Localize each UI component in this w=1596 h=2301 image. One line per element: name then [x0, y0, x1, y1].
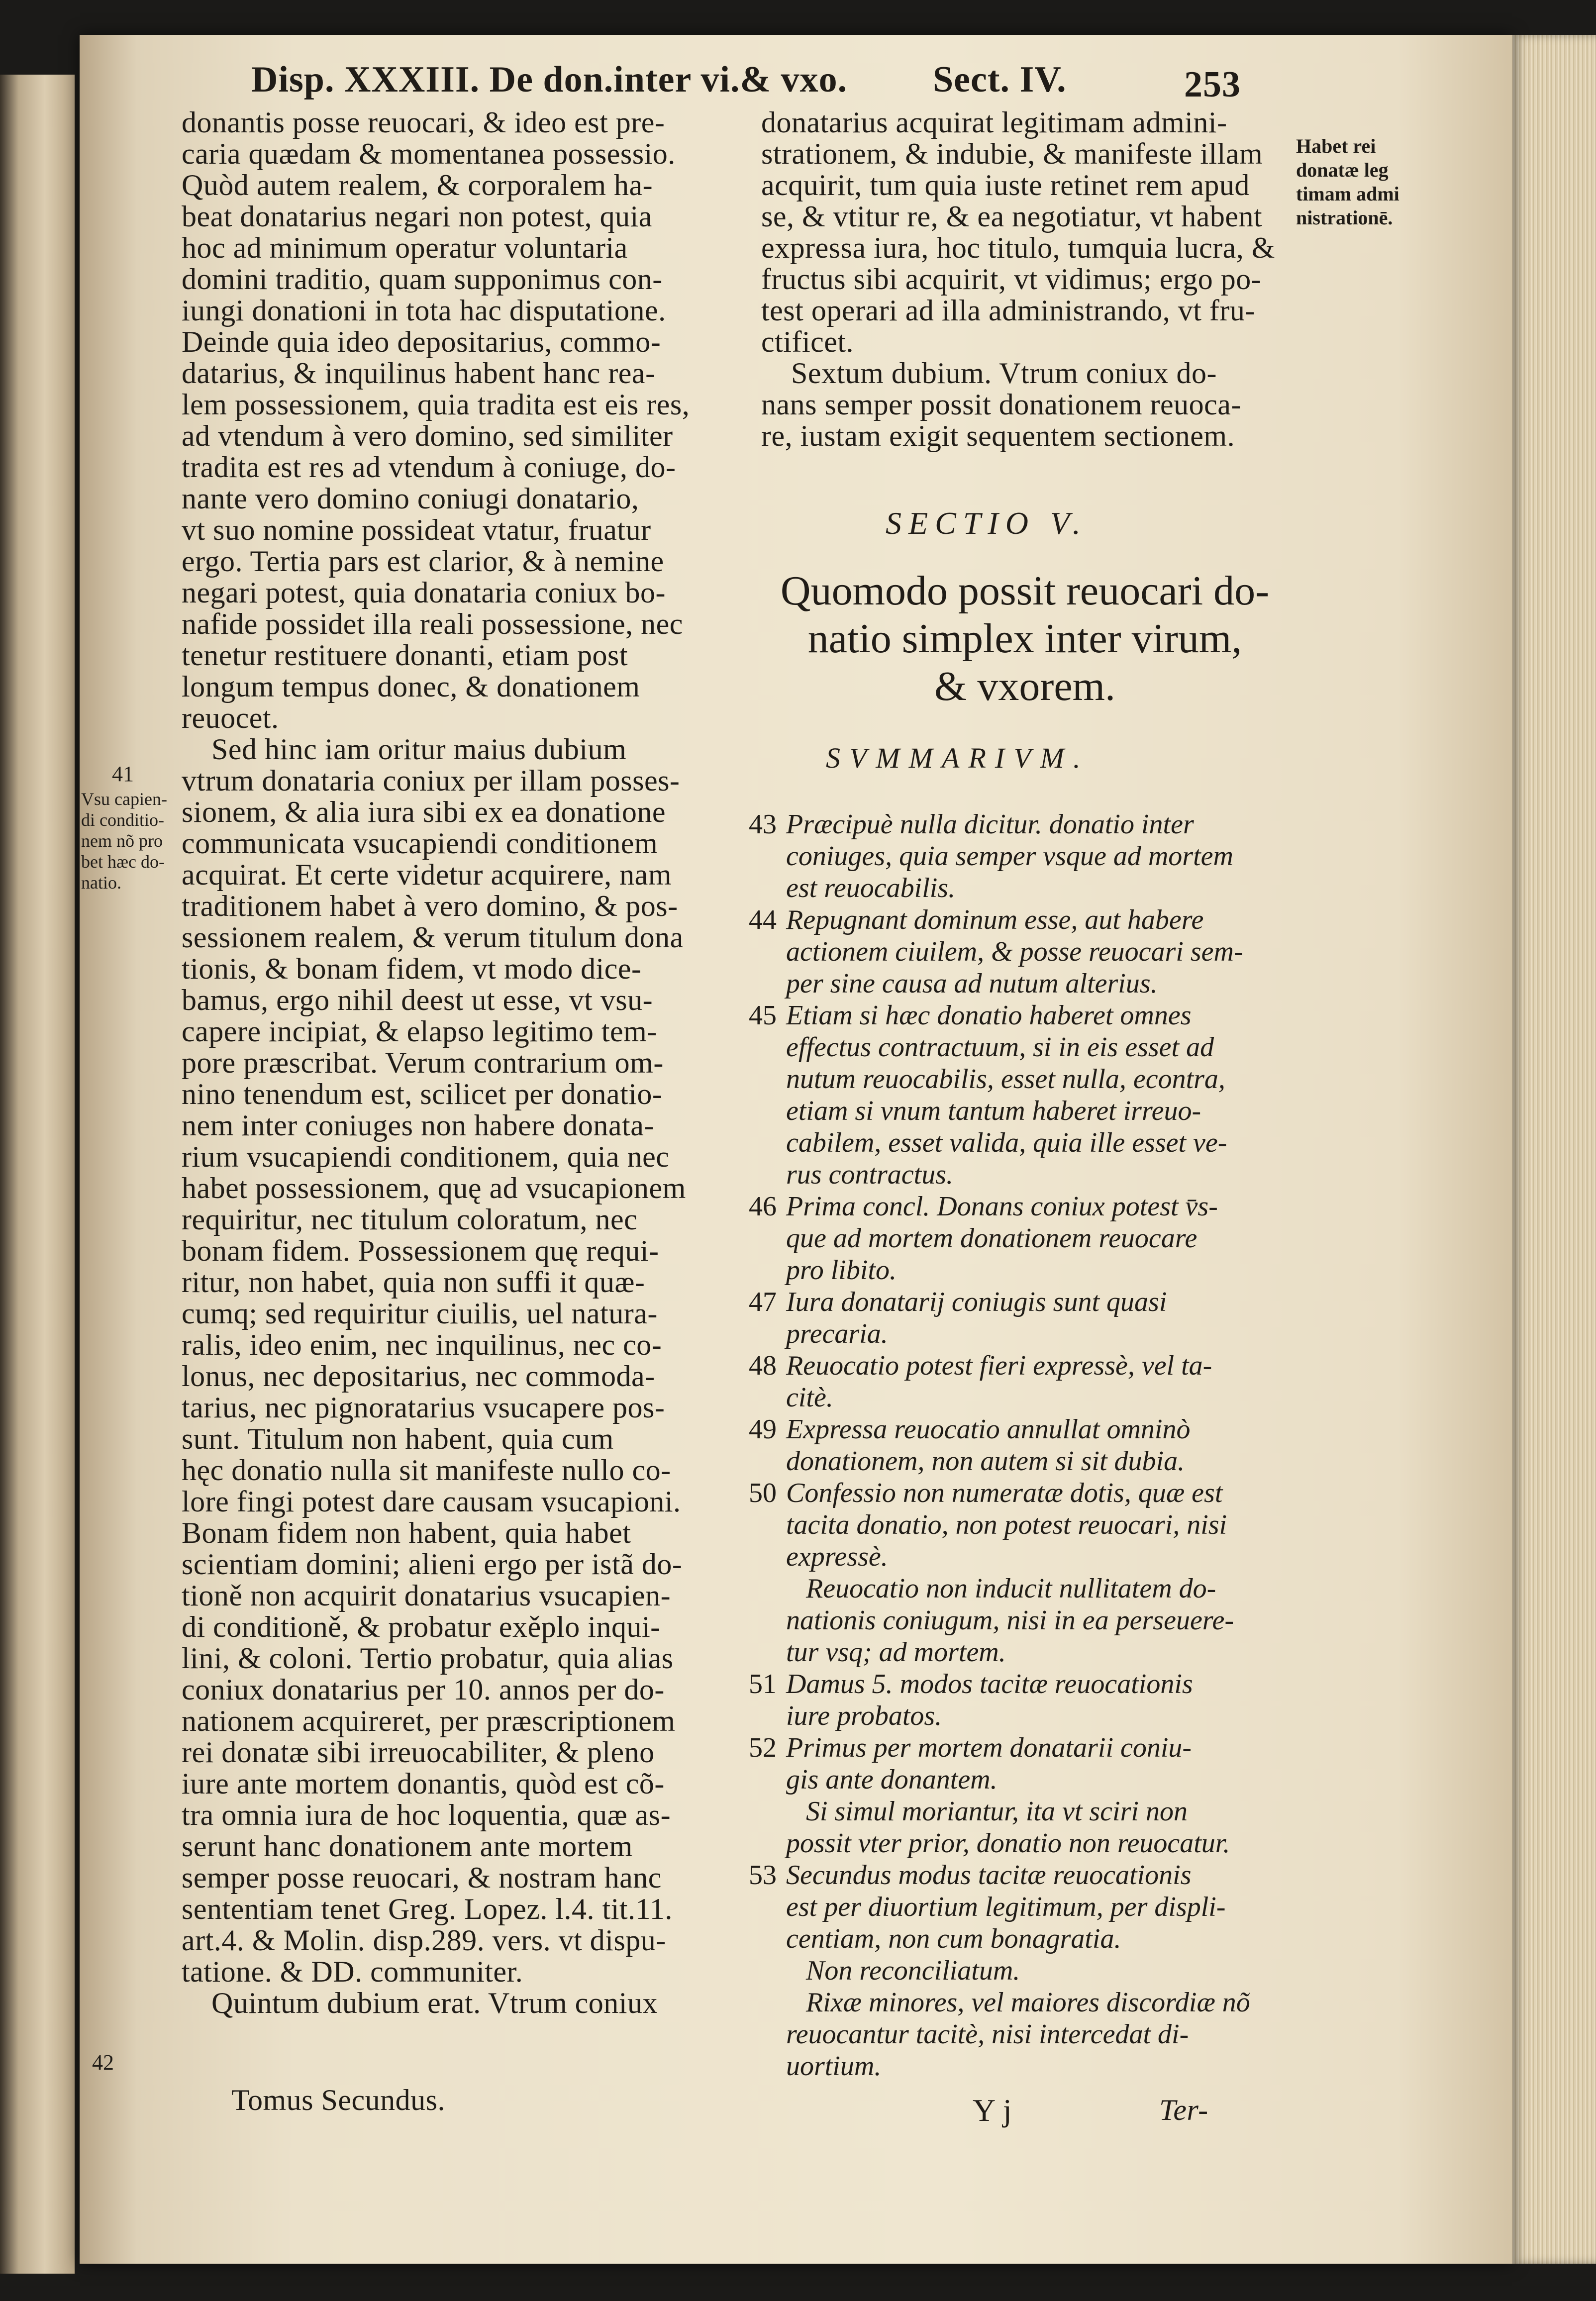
- summary-number: [749, 1159, 786, 1191]
- summary-text: etiam si vnum tantum haberet irreuo-: [786, 1096, 1201, 1126]
- margin-note-line: natio.: [81, 873, 121, 893]
- right-text-column: [761, 107, 1294, 452]
- summary-text: effectus contractuum, si in eis esset ad: [786, 1032, 1214, 1063]
- text-line: coniux donatarius per 10. annos per do-: [182, 1673, 665, 1706]
- summary-item: [749, 1445, 1301, 1477]
- margin-note-line: nistrationē.: [1296, 206, 1393, 229]
- title-line: & vxorem.: [934, 663, 1115, 709]
- summary-text: precaria.: [786, 1318, 888, 1349]
- summary-text: possit vter prior, donatio non reuocatur.: [786, 1828, 1230, 1859]
- text-line: domini traditio, quam supponimus con-: [182, 263, 663, 296]
- summary-item: [749, 1318, 1301, 1350]
- text-line: pore præscribat. Verum contrarium om-: [182, 1046, 664, 1079]
- summary-number: [749, 2018, 786, 2050]
- summary-number: 46: [749, 1191, 777, 1222]
- summary-text: citè.: [786, 1382, 833, 1413]
- title-line: natio simplex inter virum,: [807, 615, 1242, 662]
- margin-note-right: [1296, 134, 1399, 230]
- catchword: Ter-: [1159, 2094, 1208, 2126]
- summary-number: [749, 968, 786, 1000]
- text-line: traditionem habet à vero domino, & pos-: [182, 890, 678, 922]
- summary-text: Damus 5. modos tacitæ reuocationis: [786, 1669, 1193, 1700]
- previous-page-edge: [0, 75, 75, 2274]
- section-title: [746, 567, 1303, 710]
- text-line: nafide possidet illa reali possessione, nec: [182, 607, 683, 640]
- text-line: ad vtendum à vero domino, sed similiter: [182, 419, 673, 452]
- summary-text: reuocantur tacitè, nisi intercedat di-: [786, 2019, 1189, 2050]
- text-line: bonam fidem. Possessionem quę requi-: [182, 1234, 659, 1267]
- summary-number: [749, 1254, 786, 1286]
- summary-text: expressè.: [786, 1541, 888, 1572]
- summary-number: [749, 872, 786, 904]
- text-line: datarius, & inquilinus habent hanc rea-: [182, 357, 656, 390]
- running-head: Disp. XXXIII. De don.inter vi.& vxo.: [251, 59, 848, 100]
- summary-item: [749, 1031, 1301, 1063]
- summary-number: [749, 1796, 786, 1827]
- summary-text: iure probatos.: [786, 1701, 942, 1731]
- summary-text: Etiam si hæc donatio haberet omnes: [786, 1000, 1192, 1031]
- text-line: strationem, & indubie, & manifeste illam: [761, 137, 1263, 170]
- summary-number: [749, 1382, 786, 1413]
- signature-mark: Y j: [973, 2093, 1012, 2128]
- text-line: tionis, & bonam fidem, vt modo dice-: [182, 952, 642, 985]
- summary-number: [749, 1573, 786, 1604]
- margin-note-line: donatæ leg: [1296, 159, 1389, 181]
- summary-item: [749, 1541, 1301, 1573]
- summary-number: [749, 1891, 786, 1923]
- text-line: nante vero domino coniugi donatario,: [182, 482, 639, 515]
- text-line: sententiam tenet Greg. Lopez. l.4. tit.11.: [182, 1893, 673, 1925]
- text-line: donantis posse reuocari, & ideo est pre-: [182, 106, 665, 139]
- summary-number: [749, 1987, 786, 2018]
- summary-text: tur vsq; ad mortem.: [786, 1637, 1006, 1668]
- text-line: vt suo nomine possideat vtatur, fruatur: [182, 513, 651, 546]
- text-line: sionem, & alia iura sibi ex ea donatione: [182, 796, 666, 828]
- summary-number: [749, 1541, 786, 1573]
- summary-item: [749, 1095, 1301, 1127]
- text-line: ralis, ideo enim, nec inquilinus, nec co-: [182, 1328, 662, 1361]
- summary-item: [749, 1700, 1301, 1732]
- summary-item: [749, 1955, 1301, 1987]
- summary-list: [749, 808, 1301, 2082]
- text-line: iungi donationi in tota hac disputatione.: [182, 294, 666, 327]
- summary-item: [749, 1413, 1301, 1445]
- text-line: Deinde quia ideo depositarius, commo-: [182, 325, 661, 358]
- summary-number: 43: [749, 809, 777, 840]
- summary-number: [749, 2050, 786, 2082]
- summary-text: Expressa reuocatio annullat omninò: [786, 1414, 1191, 1445]
- text-line: art.4. & Molin. disp.289. vers. vt dispu-: [182, 1924, 666, 1957]
- text-line: Bonam fidem non habent, quia habet: [182, 1516, 631, 1549]
- text-line: tra omnia iura de hoc loquentia, quæ as-: [182, 1799, 671, 1831]
- summary-item: [749, 968, 1301, 1000]
- summary-item: [749, 840, 1301, 872]
- text-line: lem possessionem, quia tradita est eis res,: [182, 388, 690, 421]
- summary-text: Non reconciliatum.: [806, 1955, 1020, 1986]
- summary-text: Rixæ minores, vel maiores discordiæ nõ: [806, 1987, 1250, 2018]
- text-line: nem inter coniuges non habere donata-: [182, 1109, 654, 1142]
- summary-item: [749, 1732, 1301, 1764]
- text-line: bamus, ergo nihil deest ut esse, vt vsu-: [182, 984, 653, 1016]
- summary-text: Præcipuè nulla dicitur. donatio inter: [786, 809, 1194, 840]
- summary-number: [749, 1063, 786, 1095]
- text-line: Sed hinc iam oritur maius dubium: [211, 733, 627, 766]
- text-line: expressa iura, hoc titulo, tumquia lucra, &: [761, 231, 1275, 264]
- summary-text: Primus per mortem donatarii coniu-: [786, 1732, 1192, 1763]
- summary-text: centiam, non cum bonagratia.: [786, 1923, 1121, 1954]
- text-line: longum tempus donec, & donationem: [182, 670, 640, 703]
- text-line: requiritur, nec titulum coloratum, nec: [182, 1203, 638, 1236]
- summary-text: donationem, non autem si sit dubia.: [786, 1446, 1185, 1477]
- summary-number: [749, 1095, 786, 1127]
- margin-note-line: Vsu capien-: [81, 789, 167, 809]
- text-line: tatione. & DD. communiter.: [182, 1955, 523, 1988]
- margin-note-left: [81, 789, 167, 893]
- summary-text: pro libito.: [786, 1255, 897, 1286]
- summary-item: [749, 1891, 1301, 1923]
- summary-text: Repugnant dominum esse, aut habere: [786, 904, 1204, 935]
- summary-text: que ad mortem donationem reuocare: [786, 1223, 1197, 1254]
- summary-item: [749, 1509, 1301, 1541]
- summary-item: [749, 1222, 1301, 1254]
- summary-number: 51: [749, 1669, 777, 1700]
- summary-number: [749, 1031, 786, 1063]
- text-line: test operari ad illa administrando, vt fru-: [761, 294, 1255, 327]
- summary-item: [749, 1159, 1301, 1191]
- summary-item: [749, 1000, 1301, 1031]
- summary-item: [749, 1286, 1301, 1318]
- summary-item: [749, 1604, 1301, 1636]
- section-heading: SECTIO V.: [886, 505, 1088, 541]
- summary-number: [749, 1127, 786, 1159]
- summary-text: Si simul moriantur, ita vt sciri non: [806, 1796, 1188, 1827]
- summary-text: nationis coniugum, nisi in ea perseuere-: [786, 1605, 1234, 1636]
- text-line: hoc ad minimum operatur voluntaria: [182, 231, 628, 264]
- summary-number: [749, 1955, 786, 1987]
- summary-item: [749, 2050, 1301, 2082]
- text-line: lini, & coloni. Tertio probatur, quia alias: [182, 1642, 674, 1675]
- left-text-column: [182, 107, 734, 2019]
- summary-item: [749, 1796, 1301, 1827]
- summary-text: Reuocatio non inducit nullitatem do-: [806, 1573, 1216, 1604]
- text-line: ergo. Tertia pars est clarior, & à nemine: [182, 545, 664, 578]
- text-line: sunt. Titulum non habent, quia cum: [182, 1422, 614, 1455]
- summary-item: [749, 1827, 1301, 1859]
- text-line: rium vsucapiendi conditionem, quia nec: [182, 1140, 670, 1173]
- volume-footer: Tomus Secundus.: [231, 2084, 445, 2116]
- summary-text: est reuocabilis.: [786, 873, 956, 903]
- summary-heading: SVMMARIVM.: [826, 742, 1090, 774]
- text-line: lore fingi potest dare causam vsucapioni.: [182, 1485, 681, 1518]
- summary-text: actionem ciuilem, & posse reuocari sem-: [786, 936, 1243, 967]
- text-line: nans semper possit donationem reuoca-: [761, 388, 1241, 421]
- text-line: tioně non acquirit donatarius vsucapien-: [182, 1579, 671, 1612]
- summary-number: [749, 840, 786, 872]
- margin-number-41: 41: [112, 762, 134, 786]
- text-line: rei donatæ sibi irreuocabiliter, & pleno: [182, 1736, 655, 1769]
- text-line: Sextum dubium. Vtrum coniux do-: [791, 357, 1217, 390]
- summary-item: [749, 904, 1301, 936]
- summary-number: [749, 1318, 786, 1350]
- summary-item: [749, 1350, 1301, 1382]
- summary-number: [749, 936, 786, 968]
- summary-item: [749, 936, 1301, 968]
- summary-number: [749, 1827, 786, 1859]
- summary-text: rus contractus.: [786, 1159, 953, 1190]
- text-line: nationem acquireret, per præscriptionem: [182, 1704, 676, 1737]
- text-line: acquirat. Et certe videtur acquirere, nam: [182, 858, 672, 891]
- summary-text: Reuocatio potest fieri expressè, vel ta-: [786, 1350, 1212, 1381]
- summary-number: 44: [749, 904, 777, 935]
- summary-item: [749, 1668, 1301, 1700]
- summary-text: Secundus modus tacitæ reuocationis: [786, 1860, 1192, 1891]
- margin-number-42: 42: [92, 2050, 114, 2075]
- summary-item: [749, 872, 1301, 904]
- text-line: semper posse reuocari, & nostram hanc: [182, 1861, 662, 1894]
- text-line: fructus sibi acquirit, vt vidimus; ergo po-: [761, 263, 1262, 296]
- summary-text: nutum reuocabilis, esset nulla, econtra,: [786, 1064, 1225, 1095]
- text-line: iure ante mortem donantis, quòd est cõ-: [182, 1767, 665, 1800]
- summary-item: [749, 1063, 1301, 1095]
- summary-text: cabilem, esset valida, quia ille esset ve-: [786, 1127, 1227, 1158]
- summary-number: 48: [749, 1350, 777, 1381]
- summary-number: 53: [749, 1860, 777, 1891]
- text-line: Quintum dubium erat. Vtrum coniux: [211, 1987, 658, 2019]
- title-line: Quomodo possit reuocari do-: [780, 568, 1270, 614]
- summary-number: 52: [749, 1732, 777, 1763]
- summary-number: 50: [749, 1478, 777, 1508]
- summary-number: [749, 1509, 786, 1541]
- margin-note-line: Habet rei: [1296, 135, 1376, 157]
- summary-number: [749, 1700, 786, 1732]
- summary-text: Prima concl. Donans coniux potest v̄s-: [786, 1191, 1218, 1222]
- text-line: ritur, non habet, quia non suffi it quæ-: [182, 1266, 645, 1299]
- text-line: ctificet.: [761, 325, 854, 358]
- summary-text: per sine causa ad nutum alterius.: [786, 968, 1158, 999]
- summary-number: [749, 1636, 786, 1668]
- text-line: cumq; sed requiritur ciuilis, uel natura-: [182, 1297, 658, 1330]
- margin-note-line: nem nõ pro: [81, 831, 163, 851]
- text-line: caria quædam & momentanea possessio.: [182, 137, 676, 170]
- summary-text: Confessio non numeratæ dotis, quæ est: [786, 1478, 1223, 1508]
- text-line: se, & vtitur re, & ea negotiatur, vt habent: [761, 200, 1263, 233]
- summary-text: coniuges, quia semper vsque ad mortem: [786, 841, 1233, 872]
- text-line: communicata vsucapiendi conditionem: [182, 827, 658, 860]
- summary-text: est per diuortium legitimum, per displi-: [786, 1892, 1226, 1922]
- summary-item: [749, 808, 1301, 840]
- text-line: tarius, nec pignoratarius vsucapere pos-: [182, 1391, 665, 1424]
- summary-text: tacita donatio, non potest reuocari, nisi: [786, 1509, 1227, 1540]
- summary-text: uortium.: [786, 2051, 882, 2082]
- summary-text: gis ante donantem.: [786, 1764, 998, 1795]
- summary-text: Iura donatarij coniugis sunt quasi: [786, 1287, 1167, 1317]
- summary-item: [749, 1859, 1301, 1891]
- section-label: Sect. IV.: [933, 59, 1067, 100]
- summary-item: [749, 1923, 1301, 1955]
- text-line: donatarius acquirat legitimam admini-: [761, 106, 1227, 139]
- page-number: 253: [1184, 64, 1241, 105]
- summary-number: 47: [749, 1287, 777, 1317]
- text-line: re, iustam exigit sequentem sectionem.: [761, 419, 1235, 452]
- margin-note-line: bet hæc do-: [81, 852, 165, 872]
- summary-number: [749, 1764, 786, 1796]
- margin-note-line: di conditio-: [81, 810, 164, 830]
- text-line: sessionem realem, & verum titulum dona: [182, 921, 684, 954]
- page-stack-edges: [1512, 35, 1596, 2264]
- summary-item: [749, 1477, 1301, 1509]
- summary-number: [749, 1445, 786, 1477]
- summary-item: [749, 1382, 1301, 1413]
- text-line: tradita est res ad vtendum à coniuge, do-: [182, 451, 676, 484]
- summary-item: [749, 1987, 1301, 2018]
- summary-number: [749, 1222, 786, 1254]
- text-line: reuocet.: [182, 701, 279, 734]
- summary-item: [749, 2018, 1301, 2050]
- text-line: scientiam domini; alieni ergo per istã do-: [182, 1548, 683, 1581]
- text-line: Quòd autem realem, & corporalem ha-: [182, 169, 653, 201]
- summary-item: [749, 1127, 1301, 1159]
- text-line: di conditioně, & probatur exěplo inqui-: [182, 1610, 661, 1643]
- text-line: beat donatarius negari non potest, quia: [182, 200, 652, 233]
- summary-item: [749, 1573, 1301, 1604]
- text-line: hęc donatio nulla sit manifeste nullo co-: [182, 1454, 671, 1487]
- text-line: nino tenendum est, scilicet per donatio-: [182, 1078, 663, 1110]
- summary-number: 49: [749, 1414, 777, 1445]
- text-line: habet possessionem, quę ad vsucapionem: [182, 1172, 686, 1204]
- margin-note-line: timam admi: [1296, 183, 1399, 205]
- text-line: tenetur restituere donanti, etiam post: [182, 639, 628, 672]
- summary-number: [749, 1923, 786, 1955]
- summary-item: [749, 1764, 1301, 1796]
- text-line: acquirit, tum quia iuste retinet rem apud: [761, 169, 1250, 201]
- summary-item: [749, 1636, 1301, 1668]
- text-line: lonus, nec depositarius, nec commoda-: [182, 1360, 655, 1393]
- text-line: vtrum donataria coniux per illam posses-: [182, 764, 680, 797]
- text-line: capere incipiat, & elapso legitimo tem-: [182, 1015, 657, 1048]
- summary-number: 45: [749, 1000, 777, 1031]
- text-line: serunt hanc donationem ante mortem: [182, 1830, 633, 1863]
- summary-number: [749, 1604, 786, 1636]
- summary-item: [749, 1254, 1301, 1286]
- text-line: negari potest, quia donataria coniux bo-: [182, 576, 666, 609]
- summary-item: [749, 1191, 1301, 1222]
